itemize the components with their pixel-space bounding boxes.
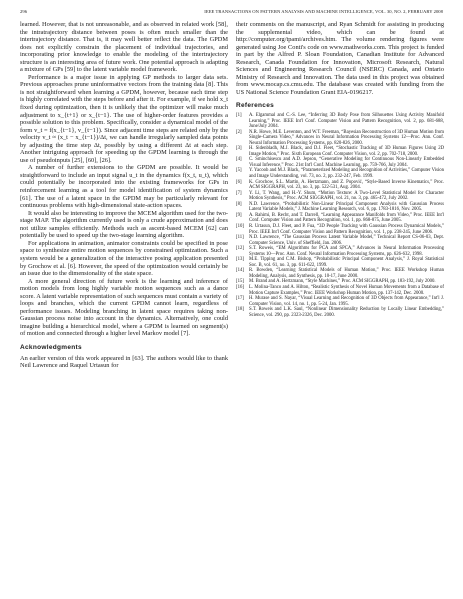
reference-number: [16] xyxy=(236,284,244,290)
reference-text: L. Molina-Tanco and A. Hilton, “Realistic Synthesis of Novel Human Movements from a Database of Motion Capture Examples,” Proc. IEEE Workshop Human Motion, pp. 137-142, Dec. 2000. xyxy=(249,284,444,296)
reference-text: M. Brand and A. Hertzmann, “Style Machines,” Proc. ACM SIGGRAPH, pp. 183-192, July 2000. xyxy=(249,279,436,285)
right-column xyxy=(236,21,444,593)
reference-item xyxy=(236,268,444,279)
reference-item xyxy=(236,113,444,130)
reference-number: [15] xyxy=(236,279,244,285)
reference-text: A. Elgammal and C.-S. Lee, “Inferring 3D Body Pose from Silhouettes Using Activity Manifold Learning,” Proc. IEEE Int'l Conf. Computer Vision and Pattern Recognition, vol. 2, pp. 681-688, June/July 2004. xyxy=(249,113,444,130)
reference-item xyxy=(236,202,444,213)
reference-item xyxy=(236,180,444,191)
reference-number: [11] xyxy=(236,235,244,241)
reference-number: [5] xyxy=(236,168,242,174)
reference-text: N.D. Lawrence, “The Gaussian Process Latent Variable Model,” Technical Report CS-06-03, Dept. Computer Science, Univ. of Sheffield, Jan. 2006. xyxy=(249,235,444,246)
reference-item xyxy=(236,224,444,235)
reference-item xyxy=(236,285,444,296)
reference-number: [8] xyxy=(236,201,242,207)
reference-number: [14] xyxy=(236,268,244,274)
reference-item xyxy=(236,130,444,147)
body-paragraph: A more general direction of future work is the learning and inference of motion models from long highly variable motion sequences such as a dance score. A latent variable representation of such sequences must contain a variety of loops and branches, which the current GPDM cannot learn, regardless of performance issues. Modeling branching in latent space requires taking non-Gaussian process noise into account in the dynamics. Alternatively, one could imagine building a hierarchical model, where a GPDM is learned on segment(s) of motion and connected through a higher level Markov model [7]. xyxy=(20,277,228,338)
reference-text: N.D. Lawrence, “Probabilistic Non-Linear Principal Component Analysis with Gaussian Process Latent Variable Models,” J. Machine Learning Research, vol. 6, pp. 1783-1816, Nov. 2005. xyxy=(249,201,444,213)
reference-list xyxy=(236,113,444,318)
reference-text: A. Rahimi, B. Recht, and T. Darrell, “Learning Appearance Manifolds from Video,” Proc. IEEE Int'l Conf. Computer Vision and Pattern Recognition, vol. 1, pp. 868-875, June 2005. xyxy=(249,212,444,224)
reference-text: C. Sminchisescu and A.D. Jepson, “Generative Modeling for Continuous Non-Linearly Embedded Visual Inference,” Proc. 21st Int'l Conf. Machine Learning, pp. 759-766, July 2004. xyxy=(249,157,444,168)
reference-item xyxy=(236,246,444,257)
reference-text: R. Urtasun, D.J. Fleet, and P. Fua, “3D People Tracking with Gaussian Process Dynamical Models,” Proc. IEEE Int'l Conf. Computer Vision and Pattern Recognition, vol. 1, pp. 238-245, June 2006. xyxy=(249,223,444,235)
reference-item xyxy=(236,235,444,246)
reference-item xyxy=(236,296,444,307)
reference-number: [6] xyxy=(236,179,242,185)
reference-item xyxy=(236,146,444,157)
reference-item xyxy=(236,307,444,318)
reference-text: Y. Yacoob and M.J. Black, “Parameterized Modeling and Recognition of Activities,” Computer Vision and Image Understanding, vol. 73, no. 2, pp. 232-247, Feb. 1999. xyxy=(249,168,444,180)
reference-item xyxy=(236,168,444,179)
body-paragraph: learned. However, that is not unreasonable, and as observed in related work [58], the intratrajectory distance between poses is often much smaller than the intertrajectory distance. That is, it may well better reflect the data. The GPDM does not explicitly constrain the placement of individual trajectories, and incorporating prior knowledge to enable the modeling of the intertrajectory structure is an interesting area of future work. One potential approach is adapting a mixture of GPs [59] to the latent variable model framework. xyxy=(20,21,228,74)
reference-number: [3] xyxy=(236,146,242,152)
reference-text: S.T. Roweis and L.K. Saul, “Nonlinear Dimensionality Reduction by Locally Linear Embedding,” Science, vol. 290, pp. 2323-2326, Dec. 2000. xyxy=(249,307,444,318)
reference-number: [1] xyxy=(236,113,242,119)
reference-text: H. Sidenbladh, M.J. Black, and D.J. Fleet, “Stochastic Tracking of 3D Human Figures Using 2D Image Motion,” Proc. Sixth European Conf. Computer Vision, vol. 2, pp. 702-718, 2000. xyxy=(249,146,444,157)
reference-text: M.E. Tipping and C.M. Bishop, “Probabilistic Principal Component Analysis,” J. Royal Statistical Soc. B, vol. 61, no. 3, pp. 611-622, 1999. xyxy=(249,257,444,268)
running-title: IEEE TRANSACTIONS ON PATTERN ANALYSIS AND MACHINE INTELLIGENCE, VOL. 30, NO. 2, FEBRUARY 2008 xyxy=(204,9,443,14)
reference-text: H. Murase and S. Nayar, “Visual Learning and Recognition of 3D Objects from Appearance,” Int'l J. Computer Vision, vol. 14, no. 1, pp. 5-24, Jan. 1995. xyxy=(249,296,444,307)
acknowledgments-continued: their comments on the manuscript, and Ryan Schmidt for assisting in producing the supplemental video, which can be found at http://computer.org/tpami/archives.htm. The volume rendering figures were generated using Joe Conti's code on www.mathworks.com. This project is funded in part by the Alfred P. Sloan Foundation, Canadian Institute for Advanced Research, Canada Foundation for Innovation, Microsoft Research, Natural Sciences and Engineering Research Council (NSERC) Canada, and Ontario Ministry of Research and Innovation. The data used in this project was obtained from www.mocap.cs.cmu.edu. The database was created with funding from the US National Science Foundation Grant EIA-0196217. xyxy=(236,21,444,96)
reference-number: [13] xyxy=(236,257,244,263)
reference-number: [9] xyxy=(236,212,242,218)
reference-text: N.R. Howe, M.E. Leventon, and W.T. Freeman, “Bayesian Reconstruction of 3D Human Motion from Single-Camera Video,” Advances in Neural Information Processing Systems 12—Proc. Ann. Conf. Neural Information Processing Systems, pp. 820-826, 2000. xyxy=(249,129,444,146)
reference-text: Y. Li, T. Wang, and H.-Y. Shum, “Motion Texture: A Two-Level Statistical Model for Character Motion Synthesis,” Proc. ACM SIGGRAPH, vol. 21, no. 3, pp. 465-472, July 2002. xyxy=(249,190,444,202)
references-heading: References xyxy=(236,102,275,110)
reference-text: R. Bowden, “Learning Statistical Models of Human Motion,” Proc. IEEE Workshop Human Modeling, Analysis, and Synthesis, pp. 10-17, June 2000. xyxy=(249,268,444,279)
acknowledgments-heading: Acknowledgments xyxy=(20,343,82,351)
body-paragraph: It would also be interesting to improve the MCEM algorithm used for the two-stage MAP. The algorithm currently used is only a crude approximation and does not utilize samples efficiently. Methods such as ascent-based MCEM [62] can potentially be used to speed up the two-stage learning algorithm. xyxy=(20,209,228,240)
running-header xyxy=(20,9,443,17)
reference-number: [2] xyxy=(236,129,242,135)
body-paragraph: A number of further extensions to the GPDM are possible. It would be straightforward to include an input signal u_t in the dynamics f(x_t, u_t), which could potentially be incorporated into the existing frameworks for GPs in reinforcement learning as a tool for model identification of system dynamics [61]. The use of a latent space in the GPDM may be particularly relevant for continuous problems with high-dimensional state-action spaces. xyxy=(20,164,228,210)
reference-number: [18] xyxy=(236,307,244,313)
reference-number: [17] xyxy=(236,296,244,302)
reference-number: [4] xyxy=(236,157,242,163)
reference-item xyxy=(236,157,444,168)
body-paragraph: Performance is a major issue in applying GP methods to larger data sets. Previous approaches prune uninformative vectors from the training data [8]. This is not straightforward when learning a GPDM, however, because each time step is highly correlated with the steps before and after it. For example, if we hold x_t fixed during optimization, then it is unlikely that the optimizer will make much adjustment to x_{t+1} or x_{t−1}. The use of higher-order features provides a possible solution to this problem. Specifically, consider a dynamical model of the form v_t = f(x_{t−1}, v_{t−1}). Since adjacent time steps are related only by the velocity v_t ≈ (x_t − x_{t−1})/Δt, we can handle irregularly sampled data points by adjusting the time step Δt, possibly by using a different Δt at each step. Another intriguing approach for speeding up the GPDM learning is through the use of pseudoinputs [25], [60], [26]. xyxy=(20,73,228,164)
reference-item xyxy=(236,213,444,224)
acknowledgments-text: An earlier version of this work appeared in [63]. The authors would like to thank Neil Lawrence and Raquel Urtasun for xyxy=(20,354,228,370)
reference-text: S.T. Roweis, “EM Algorithms for PCA and SPCA,” Advances in Neural Information Processing Systems 10—Proc. Ann. Conf. Neural Information Processing Systems, pp. 626-632, 1998. xyxy=(249,246,444,257)
reference-text: K. Grochow, S.L. Martin, A. Hertzmann, and Z. Popović, “Style-Based Inverse Kinematics,” Proc. ACM SIGGRAPH, vol. 23, no. 3, pp. 522-531, Aug. 2004. xyxy=(249,179,444,191)
reference-number: [7] xyxy=(236,190,242,196)
left-column xyxy=(20,21,228,593)
reference-number: [12] xyxy=(236,246,244,252)
reference-number: [10] xyxy=(236,223,244,229)
body-paragraph: For applications in animation, animator constraints could be specified in pose space to synthesize entire motion sequences by constrained optimization. Such a system would be a generalization of the interactive posing application presented by Grochow et al. [6]. However, the speed of the optimization would certainly be an issue due to the dimensionality of the state space. xyxy=(20,239,228,278)
reference-item xyxy=(236,191,444,202)
page-number: 296 xyxy=(20,9,28,14)
reference-item xyxy=(236,257,444,268)
